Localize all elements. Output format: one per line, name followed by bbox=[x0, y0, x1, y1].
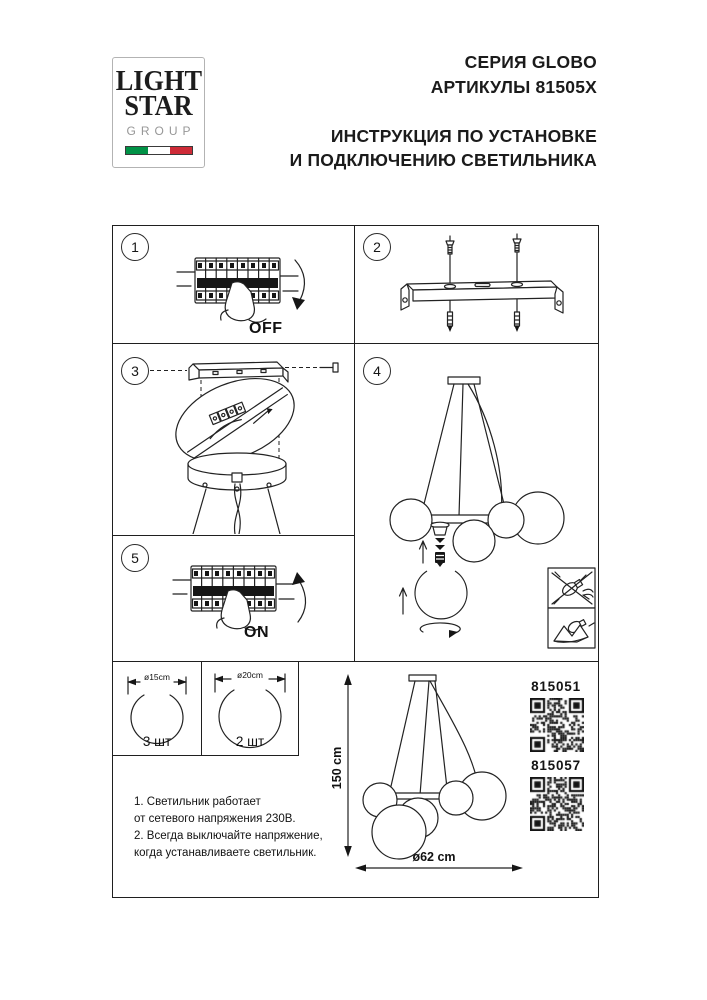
logo-star: STAR bbox=[124, 91, 193, 122]
article-number-815057: 815057 bbox=[531, 758, 581, 773]
glass-globe bbox=[415, 571, 467, 619]
italian-flag-icon bbox=[125, 146, 193, 155]
logo-light: LIGHT bbox=[115, 66, 203, 97]
step-panel-1 bbox=[113, 226, 355, 344]
circuit-breaker-illustration bbox=[175, 250, 300, 328]
note-line: когда устанавливаете светильник. bbox=[134, 847, 317, 859]
note-line: от сетевого напряжения 230В. bbox=[134, 813, 296, 825]
step-panel-3 bbox=[113, 344, 355, 536]
note-line: 1. Светильник работает bbox=[134, 796, 261, 808]
wall-anchor-icon bbox=[448, 312, 520, 332]
no-bare-hand-bulb-icon bbox=[548, 568, 595, 608]
step-panel-5 bbox=[113, 536, 355, 662]
step-number-4: 4 bbox=[363, 357, 391, 385]
articles-title: АРТИКУЛЫ 81505X bbox=[430, 77, 597, 97]
rotate-icon bbox=[420, 623, 460, 638]
series-header bbox=[431, 50, 597, 100]
arrow-up-icon bbox=[400, 588, 407, 614]
diameter-label-small: ø15cm bbox=[144, 672, 170, 682]
lightstar-logo bbox=[112, 57, 205, 168]
step-number-1: 1 bbox=[121, 233, 149, 261]
step-panel-2 bbox=[355, 226, 598, 344]
step-number-2: 2 bbox=[363, 233, 391, 261]
circuit-breaker-illustration bbox=[171, 558, 296, 636]
specs-section bbox=[113, 662, 598, 897]
step-number-3: 3 bbox=[121, 357, 149, 385]
page-title bbox=[290, 124, 597, 172]
logo-group: GROUP bbox=[126, 124, 196, 138]
qr-code bbox=[530, 777, 584, 831]
arrow-up-icon bbox=[289, 568, 315, 626]
title-line-2: И ПОДКЛЮЧЕНИЮ СВЕТИЛЬНИКА bbox=[289, 150, 597, 170]
step-number-5: 5 bbox=[121, 544, 149, 572]
mounting-bracket-illustration bbox=[365, 232, 590, 337]
arrow-up-icon bbox=[420, 541, 427, 563]
quantity-label: 3 шт bbox=[142, 734, 172, 749]
qr-code bbox=[530, 698, 584, 752]
step-panel-4 bbox=[355, 344, 598, 662]
title-line-1: ИНСТРУКЦИЯ ПО УСТАНОВКЕ bbox=[330, 126, 597, 146]
quantity-label: 2 шт bbox=[235, 734, 265, 749]
height-dimension-label: 150 cm bbox=[330, 746, 344, 790]
arrow-down-icon bbox=[289, 256, 315, 314]
logo-text bbox=[115, 66, 203, 122]
article-number-815051: 815051 bbox=[531, 679, 581, 694]
canopy-wiring-illustration bbox=[113, 344, 353, 534]
note-line: 2. Всегда выключайте напряжение, bbox=[134, 830, 323, 842]
use-cloth-for-bulb-icon bbox=[548, 608, 595, 648]
part-globe-large bbox=[202, 662, 299, 756]
diameter-label-large: ø20cm bbox=[237, 670, 263, 680]
chandelier-assembly-illustration bbox=[355, 344, 596, 660]
part-globe-small bbox=[113, 662, 202, 756]
bulb-icon bbox=[435, 538, 445, 567]
instruction-grid bbox=[112, 225, 599, 898]
screw-icon bbox=[446, 234, 521, 254]
off-label: OFF bbox=[249, 320, 283, 337]
on-label: ON bbox=[244, 624, 269, 641]
diameter-dimension-label: ø62 cm bbox=[412, 850, 456, 864]
series-title: СЕРИЯ GLOBO bbox=[464, 52, 597, 72]
